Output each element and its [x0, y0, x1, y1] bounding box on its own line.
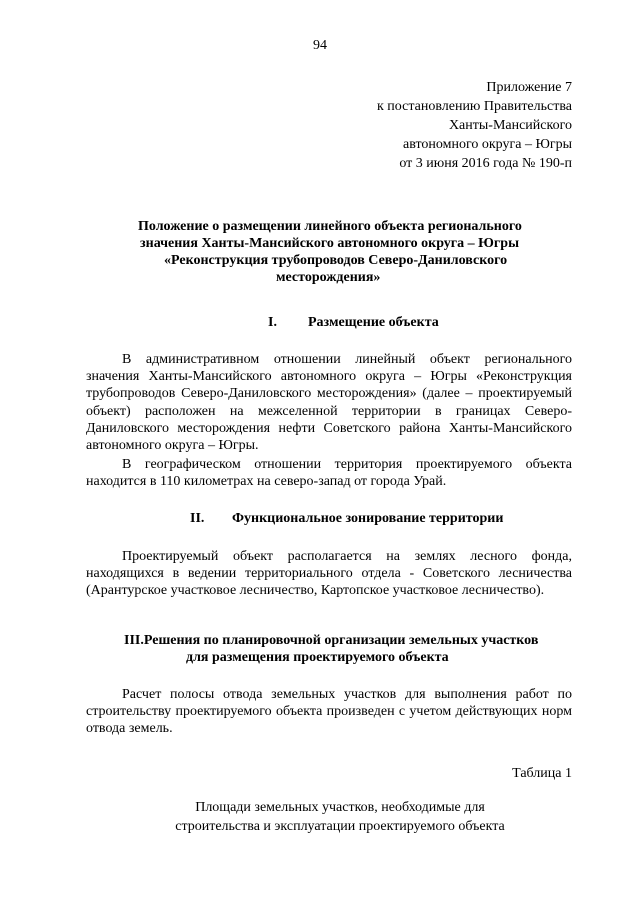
title-line: месторождения»	[276, 270, 381, 285]
appendix-block	[377, 78, 572, 173]
section-title: Функциональное зонирование территории	[232, 511, 504, 526]
section-number: II.	[190, 511, 205, 526]
table-label: Таблица 1	[512, 766, 572, 781]
section-heading-1	[268, 314, 439, 331]
appendix-line: от 3 июня 2016 года № 190-п	[399, 156, 572, 171]
appendix-line: к постановлению Правительства	[376, 99, 572, 114]
title-line: Положение о размещении линейного объекта регионального	[138, 219, 522, 234]
table-caption	[0, 798, 640, 836]
section-heading-2	[190, 510, 503, 527]
document-title	[100, 218, 580, 286]
caption-line: Площади земельных участков, необходимые для	[195, 800, 485, 815]
paragraph: Расчет полосы отвода земельных участков для выполнения работ по строительству проектируемого объекта произведен с учетом действующих норм отвода земель.	[86, 687, 572, 737]
appendix-line: автономного округа – Югры	[403, 137, 572, 152]
caption-line: строительства и эксплуатации проектируемого объекта	[175, 819, 505, 834]
title-line: «Реконструкция трубопроводов Северо-Даниловского	[164, 253, 508, 268]
page-number: 94	[313, 38, 327, 53]
section-number: III.	[124, 633, 144, 648]
section-title-line	[124, 632, 538, 649]
paragraph: В географическом отношении территория проектируемого объекта находится в 110 километрах на северо-запад от города Урай.	[86, 457, 572, 490]
section-title: Решения по планировочной организации земельных участков	[143, 633, 539, 648]
section-title: Размещение объекта	[308, 315, 439, 330]
section-title-line: для размещения проектируемого объекта	[186, 650, 449, 665]
title-line: значения Ханты-Мансийского автономного округа – Югры	[140, 236, 520, 251]
section-number: I.	[268, 315, 277, 330]
appendix-line: Приложение 7	[486, 80, 572, 95]
appendix-line: Ханты-Мансийского	[448, 118, 572, 133]
paragraph: В административном отношении линейный объект регионального значения Ханты-Мансийского автономного округа – Югры «Реконструкция трубопроводов Северо-Даниловского месторождения» (далее – проектируемый объект) расположен на межселенной территории в границах Северо-Даниловского месторождения нефти Советского района Ханты-Мансийского автономного округа – Югры.	[86, 352, 572, 454]
paragraph: Проектируемый объект располагается на землях лесного фонда, находящихся в ведении территориального отдела - Советского лесничества (Арантурское участковое лесничество, Картопское участковое лесничество).	[86, 549, 572, 599]
section-heading-3	[124, 632, 538, 666]
